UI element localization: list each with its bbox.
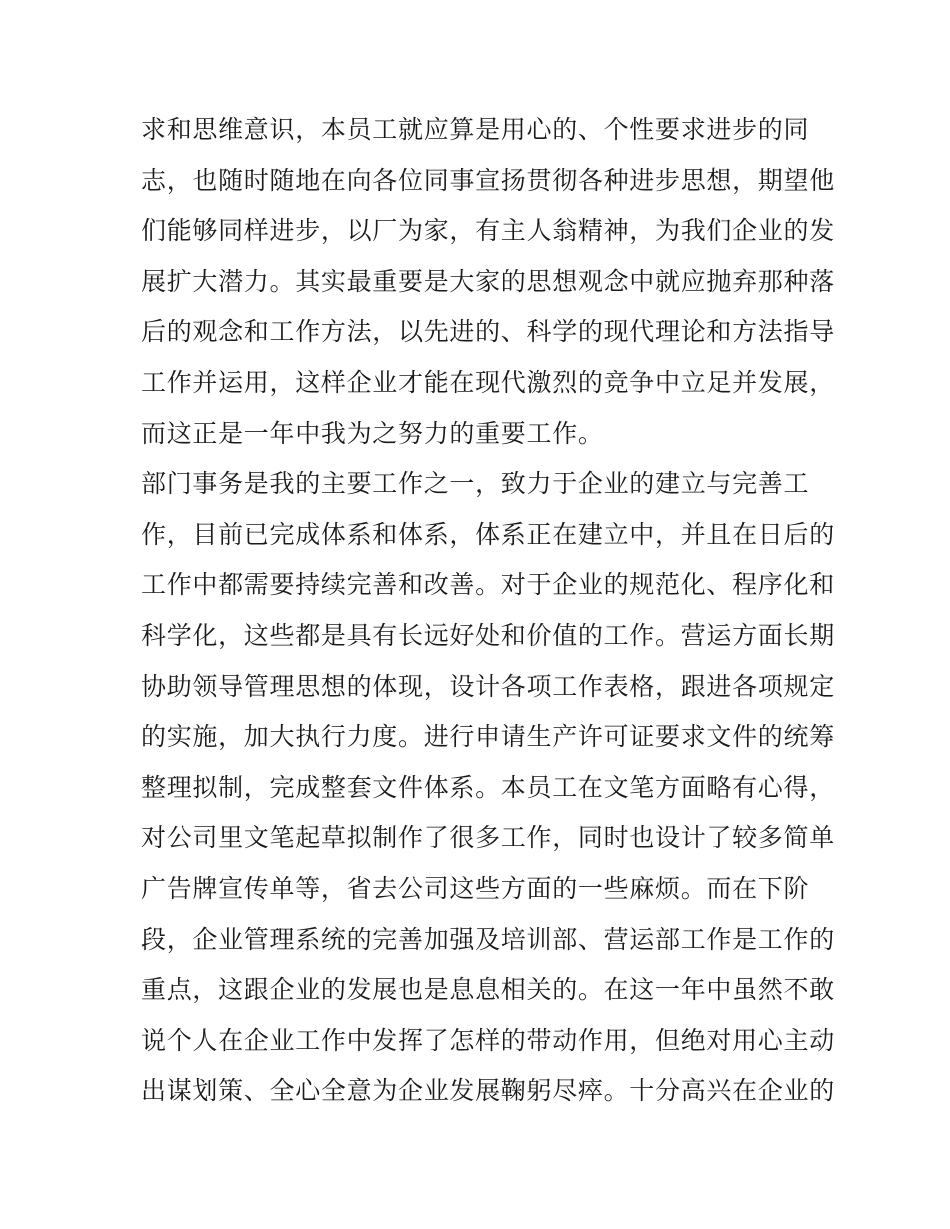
text-line: 出谋划策、全心全意为企业发展鞠躬尽瘁。十分高兴在企业的 [141,1076,835,1106]
text-line: 求和思维意识，本员工就应算是用心的、个性要求进步的同 [141,115,810,144]
text-line: 部门事务是我的主要工作之一，致力于企业的建立与完善工 [141,469,810,499]
text-line: 工作并运用，这样企业才能在现代激烈的竞争中立足并发展， [141,368,835,397]
text-line: 展扩大潜力。其实最重要是大家的思想观念中就应抛弃那种落 [141,266,835,296]
text-line: 志，也随时随地在向各位同事宣扬贯彻各种进步思想，期望他 [141,165,835,195]
text-line: 对公司里文笔起草拟制作了很多工作，同时也设计了较多简单 [141,823,835,853]
text-line: 科学化，这些都是具有长远好处和价值的工作。营运方面长期 [141,621,835,650]
text-line: 说个人在企业工作中发挥了怎样的带动作用，但绝对用心主动 [141,1025,835,1055]
text-line: 段，企业管理系统的完善加强及培训部、营运部工作是工作的 [141,924,835,954]
text-line: 重点，这跟企业的发展也是息息相关的。在这一年中虽然不敢 [141,975,835,1005]
text-line: 整理拟制，完成整套文件体系。本员工在文笔方面略有心得， [141,772,835,802]
text-line: 后的观念和工作方法，以先进的、科学的现代理论和方法指导 [141,317,835,347]
text-line: 们能够同样进步，以厂为家，有主人翁精神，为我们企业的发 [141,216,835,246]
text-line: 的实施，加大执行力度。进行申请生产许可证要求文件的统筹 [141,722,835,752]
text-line: 工作中都需要持续完善和改善。对于企业的规范化、程序化和 [141,570,835,600]
text-line: 协助领导管理思想的体现，设计各项工作表格，跟进各项规定 [141,671,835,701]
text-line: 而这正是一年中我为之努力的重要工作。 [141,418,604,448]
text-line: 作，目前已完成体系和体系，体系正在建立中，并且在日后的 [141,519,835,549]
text-line: 广告牌宣传单等，省去公司这些方面的一些麻烦。而在下阶 [141,874,810,903]
